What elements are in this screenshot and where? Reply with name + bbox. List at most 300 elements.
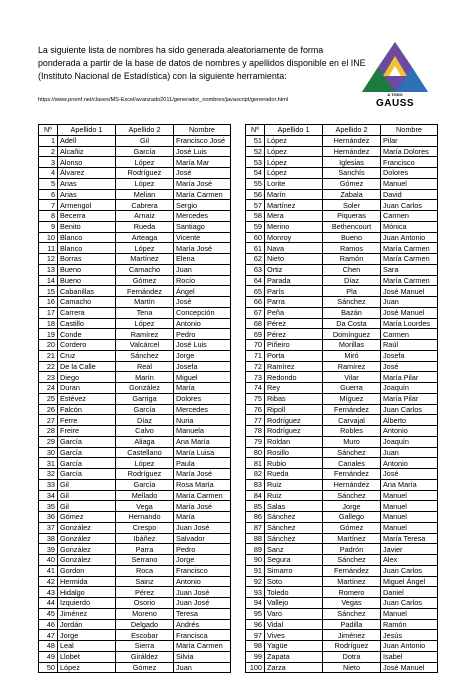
cell-nombre: Manuel [381,512,438,523]
names-table-left [38,124,231,673]
cell-apellido-2: Crespo [116,522,174,533]
cell-apellido-1: Cabanillas [58,286,116,297]
cell-number: 17 [39,307,58,318]
cell-apellido-1: Sanz [265,544,323,555]
generator-url[interactable]: https://www.proinf.net/clases/MS-Excel/avanzado2011/generador_nombres/javascript/generador.html [38,97,289,103]
table-row [246,490,438,501]
cell-apellido-1: González [58,544,116,555]
cell-apellido-2: Pérez [116,587,174,598]
cell-apellido-1: García [58,469,116,480]
cell-nombre: Juan Carlos [381,565,438,576]
table-row [246,533,438,544]
cell-nombre: Juan [381,447,438,458]
cell-apellido-1: Rey [265,383,323,394]
table-row [39,135,231,146]
cell-apellido-1: Simarro [265,565,323,576]
cell-apellido-2: Bethencourt [323,221,381,232]
cell-apellido-1: Arias [58,178,116,189]
cell-apellido-1: Diego [58,372,116,383]
cell-nombre: Dolores [381,168,438,179]
cell-number: 26 [39,404,58,415]
table-row [39,522,231,533]
cell-apellido-2: García [116,404,174,415]
cell-apellido-1: Rodríguez [265,415,323,426]
cell-number: 75 [246,393,265,404]
cell-apellido-2: Moreno [116,608,174,619]
cell-apellido-1: Parada [265,275,323,286]
cell-apellido-2: Pla [323,286,381,297]
cell-nombre: Santiago [174,221,231,232]
cell-number: 95 [246,608,265,619]
cell-apellido-1: Soto [265,576,323,587]
cell-apellido-1: García [58,458,116,469]
cell-apellido-2: Martín [116,297,174,308]
cell-number: 27 [39,415,58,426]
cell-number: 51 [246,135,265,146]
cell-apellido-2: Sainz [116,576,174,587]
cell-apellido-1: Yagüe [265,641,323,652]
cell-nombre: Alex [381,555,438,566]
cell-apellido-1: Ruiz [265,490,323,501]
cell-number: 49 [39,651,58,662]
table-row [39,662,231,673]
cell-nombre: Antonio [381,426,438,437]
header-apellido-2: Apellido 2 [323,125,381,136]
cell-number: 12 [39,254,58,265]
cell-nombre: Francisco [381,157,438,168]
cell-apellido-1: Gordon [58,565,116,576]
cell-number: 70 [246,340,265,351]
cell-nombre: Juan Carlos [381,200,438,211]
cell-apellido-1: Toledo [265,587,323,598]
cell-apellido-1: Parra [265,297,323,308]
table-row [246,135,438,146]
table-row [246,243,438,254]
cell-nombre: Mónica [381,221,438,232]
cell-nombre: Vicente [174,232,231,243]
cell-apellido-2: Guerra [323,383,381,394]
cell-apellido-2: Escobar [116,630,174,641]
cell-nombre: Juan [174,662,231,673]
cell-nombre: Josefa [174,361,231,372]
header-apellido-1: Apellido 1 [58,125,116,136]
table-row [246,189,438,200]
cell-number: 3 [39,157,58,168]
cell-apellido-2: Serrano [116,555,174,566]
cell-number: 92 [246,576,265,587]
table-row [246,221,438,232]
cell-apellido-2: Iglesias [323,157,381,168]
cell-apellido-2: Sánchez [323,608,381,619]
table-row [246,630,438,641]
cell-apellido-1: Nava [265,243,323,254]
cell-apellido-2: Bazán [323,307,381,318]
cell-nombre: Manuel [381,501,438,512]
cell-number: 42 [39,576,58,587]
cell-apellido-2: Tena [116,307,174,318]
cell-apellido-1: Rueda [265,469,323,480]
cell-number: 45 [39,608,58,619]
cell-nombre: Manuel [381,178,438,189]
cell-nombre: Joaquín [381,383,438,394]
cell-number: 35 [39,501,58,512]
cell-apellido-1: Benito [58,221,116,232]
table-row [246,458,438,469]
cell-number: 73 [246,372,265,383]
cell-nombre: Juan Carlos [381,404,438,415]
cell-number: 5 [39,178,58,189]
cell-apellido-2: Gallego [323,512,381,523]
cell-number: 94 [246,598,265,609]
table-row [39,221,231,232]
cell-apellido-1: Mera [265,211,323,222]
cell-apellido-2: Gómez [323,178,381,189]
cell-apellido-1: Llobet [58,651,116,662]
cell-apellido-2: Gómez [116,662,174,673]
cell-apellido-1: Vives [265,630,323,641]
cell-number: 96 [246,619,265,630]
table-row [39,254,231,265]
cell-apellido-2: López [116,157,174,168]
cell-number: 83 [246,479,265,490]
table-row [246,608,438,619]
cell-apellido-2: Chen [323,264,381,275]
cell-number: 56 [246,189,265,200]
cell-apellido-2: Zabala [323,189,381,200]
cell-apellido-1: Jorge [58,630,116,641]
cell-nombre: Josefa [381,350,438,361]
cell-number: 87 [246,522,265,533]
cell-number: 67 [246,307,265,318]
table-row [39,608,231,619]
header-num: Nº [39,125,58,136]
table-row [39,512,231,523]
cell-apellido-2: Fernández [116,286,174,297]
cell-apellido-2: Osorio [116,598,174,609]
cell-apellido-2: Camacho [116,264,174,275]
cell-number: 34 [39,490,58,501]
cell-apellido-2: Soler [323,200,381,211]
cell-nombre: Miguel Ángel [381,576,438,587]
cell-number: 31 [39,458,58,469]
cell-nombre: Isabel [381,651,438,662]
cell-nombre: Sergio [174,200,231,211]
cell-number: 8 [39,211,58,222]
cell-apellido-1: Piñeiro [265,340,323,351]
cell-nombre: Pedro [174,544,231,555]
cell-number: 68 [246,318,265,329]
cell-apellido-1: Jiménez [58,608,116,619]
table-row [39,651,231,662]
cell-nombre: José Manuel [381,286,438,297]
cell-nombre: Jorge [174,350,231,361]
cell-nombre: Joaquín [381,436,438,447]
table-row [39,576,231,587]
table-row [246,340,438,351]
table-row [246,361,438,372]
cell-apellido-1: Estévez [58,393,116,404]
cell-apellido-2: Fernández [323,404,381,415]
table-row [39,630,231,641]
cell-apellido-1: Freire [58,426,116,437]
cell-apellido-2: Sierra [116,641,174,652]
cell-apellido-1: Alcañiz [58,146,116,157]
cell-apellido-2: Valcárcel [116,340,174,351]
table-row [246,436,438,447]
cell-apellido-1: Sánchez [265,533,323,544]
cell-nombre: María Carmen [174,490,231,501]
cell-apellido-1: Gómez [58,512,116,523]
cell-apellido-1: Gil [58,501,116,512]
cell-nombre: Ángel [174,286,231,297]
table-row [246,383,438,394]
cell-apellido-1: Segura [265,555,323,566]
table-row [39,598,231,609]
table-row [39,383,231,394]
cell-nombre: José [174,297,231,308]
cell-apellido-2: Arteaga [116,232,174,243]
cell-apellido-1: Porta [265,350,323,361]
cell-apellido-1: De la Calle [58,361,116,372]
cell-apellido-2: Nieto [323,662,381,673]
cell-number: 74 [246,383,265,394]
cell-number: 25 [39,393,58,404]
cell-number: 33 [39,479,58,490]
cell-number: 38 [39,533,58,544]
cell-number: 16 [39,297,58,308]
table-row [246,619,438,630]
logo-top-text: A TODO [387,92,403,97]
table-row [39,501,231,512]
cell-apellido-1: López [265,157,323,168]
cell-nombre: Francisco [174,565,231,576]
cell-apellido-2: Dotra [323,651,381,662]
cell-nombre: María Carmen [381,254,438,265]
table-row [39,393,231,404]
cell-number: 62 [246,254,265,265]
cell-nombre: Francisco José [174,135,231,146]
header-nombre: Nombre [381,125,438,136]
cell-number: 71 [246,350,265,361]
cell-number: 90 [246,555,265,566]
cell-nombre: José [174,168,231,179]
cell-nombre: Salvador [174,533,231,544]
cell-number: 7 [39,200,58,211]
table-row [39,436,231,447]
cell-nombre: Juan José [174,587,231,598]
cell-nombre: Elena [174,254,231,265]
cell-apellido-1: Salas [265,501,323,512]
cell-apellido-1: Borras [58,254,116,265]
table-row [39,415,231,426]
table-row [39,340,231,351]
table-row [39,286,231,297]
cell-apellido-1: Ribas [265,393,323,404]
cell-number: 22 [39,361,58,372]
cell-apellido-2: Vega [116,501,174,512]
cell-number: 97 [246,630,265,641]
cell-apellido-1: Gil [58,490,116,501]
cell-nombre: Ramón [381,619,438,630]
table-row [246,512,438,523]
cell-apellido-2: Delgado [116,619,174,630]
cell-number: 60 [246,232,265,243]
cell-apellido-2: Ramos [323,243,381,254]
cell-apellido-1: López [58,662,116,673]
cell-number: 82 [246,469,265,480]
table-row [39,555,231,566]
cell-number: 72 [246,361,265,372]
table-row [39,211,231,222]
cell-nombre: María Carmen [174,189,231,200]
cell-number: 65 [246,286,265,297]
cell-apellido-2: Sánchez [323,297,381,308]
cell-nombre: Juan José [174,522,231,533]
table-row [39,619,231,630]
cell-apellido-1: Adell [58,135,116,146]
cell-apellido-2: González [116,383,174,394]
cell-apellido-2: Sánchez [323,447,381,458]
table-row [39,168,231,179]
table-row [39,232,231,243]
cell-apellido-2: Giráldez [116,651,174,662]
cell-apellido-2: Piqueras [323,211,381,222]
cell-number: 59 [246,221,265,232]
table-row [246,178,438,189]
cell-apellido-1: Gil [58,479,116,490]
cell-apellido-1: González [58,522,116,533]
cell-nombre: María Lourdes [381,318,438,329]
cell-apellido-2: Canales [323,458,381,469]
cell-nombre: Carmen [381,329,438,340]
header-apellido-2: Apellido 2 [116,125,174,136]
cell-nombre: María Dolores [381,146,438,157]
cell-nombre: Jorge [174,555,231,566]
cell-nombre: José [381,469,438,480]
a-todo-gauss-logo [360,40,430,114]
cell-apellido-2: Rodríguez [116,469,174,480]
cell-apellido-2: Ramírez [323,361,381,372]
cell-nombre: Silvia [174,651,231,662]
table-row [39,490,231,501]
table-row [246,211,438,222]
cell-nombre: María [174,512,231,523]
table-row [39,533,231,544]
cell-apellido-2: Roca [116,565,174,576]
cell-nombre: Mercedes [174,211,231,222]
table-row [39,307,231,318]
cell-apellido-1: Blanco [58,232,116,243]
cell-apellido-2: Da Costa [323,318,381,329]
cell-nombre: Carmen [381,211,438,222]
cell-nombre: Javier [381,544,438,555]
cell-number: 6 [39,189,58,200]
cell-number: 50 [39,662,58,673]
cell-number: 14 [39,275,58,286]
cell-apellido-2: López [116,318,174,329]
cell-apellido-1: Ferre [58,415,116,426]
cell-apellido-2: Díaz [116,415,174,426]
cell-apellido-2: Fernández [323,565,381,576]
table-row [39,275,231,286]
cell-nombre: Miguel [174,372,231,383]
cell-apellido-1: Zapata [265,651,323,662]
cell-apellido-1: Sánchez [265,512,323,523]
cell-apellido-2: Martínez [323,533,381,544]
cell-apellido-1: Ramírez [265,361,323,372]
cell-number: 21 [39,350,58,361]
table-row [246,598,438,609]
table-row [39,178,231,189]
cell-number: 4 [39,168,58,179]
cell-apellido-1: Arias [58,189,116,200]
cell-nombre: Pilar [381,135,438,146]
cell-nombre: Manuela [174,426,231,437]
cell-apellido-2: Martínez [116,254,174,265]
cell-apellido-2: Morillas [323,340,381,351]
cell-apellido-2: Garriga [116,393,174,404]
cell-apellido-2: Rodríguez [323,641,381,652]
table-row [39,641,231,652]
cell-apellido-1: París [265,286,323,297]
cell-nombre: María José [174,501,231,512]
cell-number: 20 [39,340,58,351]
table-row [246,501,438,512]
cell-apellido-2: Miró [323,350,381,361]
cell-apellido-1: Redondo [265,372,323,383]
table-row [39,565,231,576]
cell-nombre: José Luis [174,146,231,157]
cell-number: 63 [246,264,265,275]
intro-text: La siguiente lista de nombres ha sido generada aleatoriamente de forma ponderada a partir de la base de datos de nombres y apellidos disponible en el INE (Instituto Nacional de Estadística) con la siguiente herramienta: [38,45,366,82]
table-header-row [39,125,231,136]
cell-apellido-1: López [265,146,323,157]
cell-apellido-2: Padrón [323,544,381,555]
cell-apellido-1: Pérez [265,329,323,340]
cell-apellido-2: Parra [116,544,174,555]
cell-number: 11 [39,243,58,254]
cell-apellido-1: Vallejo [265,598,323,609]
header-nombre: Nombre [174,125,231,136]
table-row [246,641,438,652]
cell-number: 15 [39,286,58,297]
cell-nombre: Concepción [174,307,231,318]
table-row [39,329,231,340]
cell-apellido-1: Armengol [58,200,116,211]
cell-nombre: Juan [381,297,438,308]
cell-apellido-2: Aliaga [116,436,174,447]
cell-nombre: David [381,189,438,200]
table-row [246,426,438,437]
table-row [246,393,438,404]
cell-number: 89 [246,544,265,555]
cell-apellido-1: Monroy [265,232,323,243]
table-row [246,146,438,157]
cell-nombre: Antonio [174,576,231,587]
table-row [246,662,438,673]
cell-number: 9 [39,221,58,232]
cell-apellido-1: Álvarez [58,168,116,179]
cell-number: 100 [246,662,265,673]
cell-apellido-2: Ramírez [116,329,174,340]
cell-apellido-1: Roldan [265,436,323,447]
intro-paragraph [38,44,368,84]
cell-apellido-1: García [58,447,116,458]
table-row [246,168,438,179]
cell-apellido-2: Arnaiz [116,211,174,222]
cell-nombre: Paula [174,458,231,469]
cell-apellido-2: Calvo [116,426,174,437]
